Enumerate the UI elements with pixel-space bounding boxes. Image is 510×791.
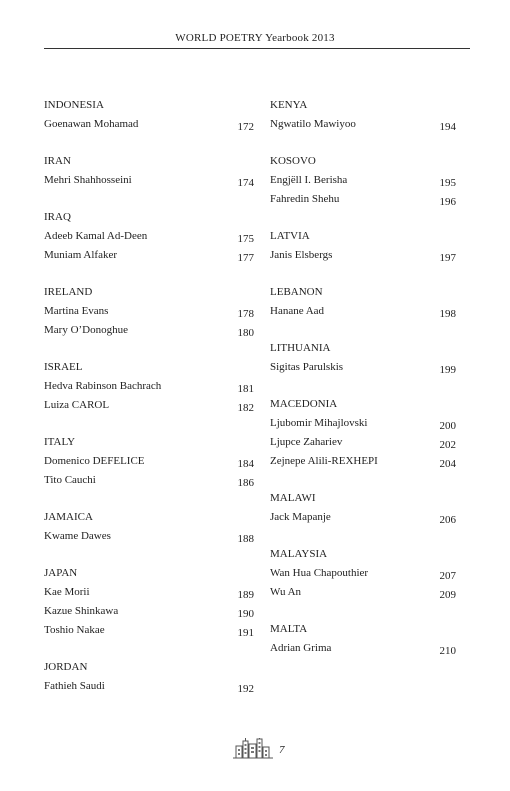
- toc-section: [44, 208, 254, 265]
- country-heading: MALAYSIA: [270, 548, 328, 560]
- page-footer: [0, 734, 510, 762]
- country-heading: LITHUANIA: [270, 342, 331, 354]
- poet-name: Goenawan Mohamad: [44, 118, 139, 130]
- toc-section: [270, 152, 456, 209]
- country-heading: JAPAN: [44, 567, 78, 579]
- toc-section: [270, 96, 456, 134]
- toc-section: [270, 283, 456, 321]
- poet-name: Domenico DEFELICE: [44, 455, 145, 467]
- toc-entry: [44, 677, 254, 696]
- poet-name: Fathieh Saudi: [44, 680, 105, 692]
- toc-section: [44, 433, 254, 490]
- toc-entry: [44, 246, 254, 265]
- toc-entry: [44, 321, 254, 340]
- toc-section: [270, 339, 456, 377]
- country-heading: IRAQ: [44, 211, 71, 223]
- poet-name: Hedva Rabinson Bachrach: [44, 380, 162, 392]
- running-header: WORLD POETRY Yearbook 2013: [175, 32, 335, 44]
- country-heading: IRELAND: [44, 286, 93, 298]
- country-heading: INDONESIA: [44, 99, 104, 111]
- toc-section: [270, 489, 456, 527]
- toc-entry: [270, 452, 456, 471]
- poet-name: Mary O’Donoghue: [44, 324, 129, 336]
- toc-section: [270, 545, 456, 602]
- toc-entry: [270, 564, 456, 583]
- page-ref: 174: [237, 177, 254, 189]
- toc-entry: [44, 621, 254, 640]
- page-ref: 199: [439, 364, 456, 376]
- page-ref: 177: [237, 252, 254, 264]
- toc-entry: [270, 358, 456, 377]
- toc-entry: [44, 171, 254, 190]
- country-heading: LEBANON: [270, 286, 323, 298]
- poet-name: Wu An: [270, 586, 302, 598]
- page-ref: 186: [237, 477, 254, 489]
- page-ref: 204: [439, 458, 456, 470]
- page-ref: 175: [237, 233, 254, 245]
- country-heading: KOSOVO: [270, 155, 316, 167]
- poet-name: Tito Cauchi: [44, 474, 96, 486]
- poet-name: Ljupce Zahariev: [270, 436, 343, 448]
- page-ref: 198: [439, 308, 456, 320]
- toc-section: [44, 508, 254, 546]
- poet-name: Muniam Alfaker: [44, 249, 118, 261]
- page-ref: 206: [439, 514, 456, 526]
- poet-name: Hanane Aad: [270, 305, 325, 317]
- page-ref: 202: [439, 439, 456, 451]
- page-ref: 191: [237, 627, 254, 639]
- page-ref: 184: [237, 458, 254, 470]
- page-ref: 207: [439, 570, 456, 582]
- toc-entry: [270, 115, 456, 134]
- page-ref: 178: [237, 308, 254, 320]
- poet-name: Kwame Dawes: [44, 530, 111, 542]
- page-number: 7: [279, 744, 285, 756]
- country-heading: JORDAN: [44, 661, 88, 673]
- poet-name: Luiza CAROL: [44, 399, 110, 411]
- poet-name: Kazue Shinkawa: [44, 605, 119, 617]
- country-heading: LATVIA: [270, 230, 310, 242]
- country-heading: MALTA: [270, 623, 308, 635]
- country-heading: IRAN: [44, 155, 71, 167]
- poet-name: Janis Elsbergs: [270, 249, 333, 261]
- city-skyline-logo-icon: [232, 738, 274, 760]
- poet-name: Kae Morii: [44, 586, 90, 598]
- page-ref: 195: [439, 177, 456, 189]
- page-ref: 181: [237, 383, 254, 395]
- toc-section: [44, 283, 254, 340]
- page-ref: 182: [237, 402, 254, 414]
- page-ref: 172: [237, 121, 254, 133]
- toc-section: [44, 658, 254, 696]
- poet-name: Sigitas Parulskis: [270, 361, 344, 373]
- toc-entry: [44, 452, 254, 471]
- country-heading: JAMAICA: [44, 511, 93, 523]
- page-ref: 197: [439, 252, 456, 264]
- page-ref: 180: [237, 327, 254, 339]
- country-heading: KENYA: [270, 99, 308, 111]
- toc-entry: [44, 115, 254, 134]
- toc-section: [270, 395, 456, 471]
- toc-column-left: [44, 96, 254, 714]
- page-ref: 209: [439, 589, 456, 601]
- toc-entry: [270, 414, 456, 433]
- toc-column-right: [270, 96, 456, 676]
- poet-name: Toshio Nakae: [44, 624, 105, 636]
- toc-section: [270, 227, 456, 265]
- poet-name: Ngwatilo Mawiyoo: [270, 118, 356, 130]
- toc-entry: [44, 396, 254, 415]
- poet-name: Engjëll I. Berisha: [270, 174, 348, 186]
- page-ref: 194: [439, 121, 456, 133]
- poet-name: Zejnepe Alili-REXHEPI: [270, 455, 378, 467]
- toc-entry: [270, 639, 456, 658]
- poet-name: Jack Mapanje: [270, 511, 331, 523]
- toc-entry: [44, 302, 254, 321]
- toc-section: [44, 96, 254, 134]
- toc-entry: [44, 527, 254, 546]
- toc-entry: [44, 602, 254, 621]
- toc-section: [44, 358, 254, 415]
- toc-section: [44, 152, 254, 190]
- toc-entry: [44, 377, 254, 396]
- poet-name: Mehri Shahhosseini: [44, 174, 132, 186]
- page-ref: 192: [237, 683, 254, 695]
- country-heading: ISRAEL: [44, 361, 83, 373]
- poet-name: Wan Hua Chapouthier: [270, 567, 369, 579]
- toc-section: [270, 620, 456, 658]
- page-ref: 196: [439, 196, 456, 208]
- toc-entry: [270, 508, 456, 527]
- page-ref: 200: [439, 420, 456, 432]
- page-ref: 188: [237, 533, 254, 545]
- toc-entry: [270, 190, 456, 209]
- poet-name: Adrian Grima: [270, 642, 332, 654]
- toc-entry: [270, 246, 456, 265]
- toc-section: [44, 564, 254, 640]
- header-rule: [44, 48, 470, 49]
- toc-entry: [44, 583, 254, 602]
- toc-entry: [44, 227, 254, 246]
- toc-entry: [270, 171, 456, 190]
- toc-entry: [270, 433, 456, 452]
- toc-entry: [270, 302, 456, 321]
- country-heading: MACEDONIA: [270, 398, 338, 410]
- page-ref: 189: [237, 589, 254, 601]
- toc-entry: [270, 583, 456, 602]
- poet-name: Ljubomir Mihajlovski: [270, 417, 368, 429]
- poet-name: Martina Evans: [44, 305, 109, 317]
- page-ref: 210: [439, 645, 456, 657]
- country-heading: MALAWI: [270, 492, 316, 504]
- toc-entry: [44, 471, 254, 490]
- page-ref: 190: [237, 608, 254, 620]
- poet-name: Adeeb Kamal Ad-Deen: [44, 230, 148, 242]
- poet-name: Fahredin Shehu: [270, 193, 340, 205]
- country-heading: ITALY: [44, 436, 76, 448]
